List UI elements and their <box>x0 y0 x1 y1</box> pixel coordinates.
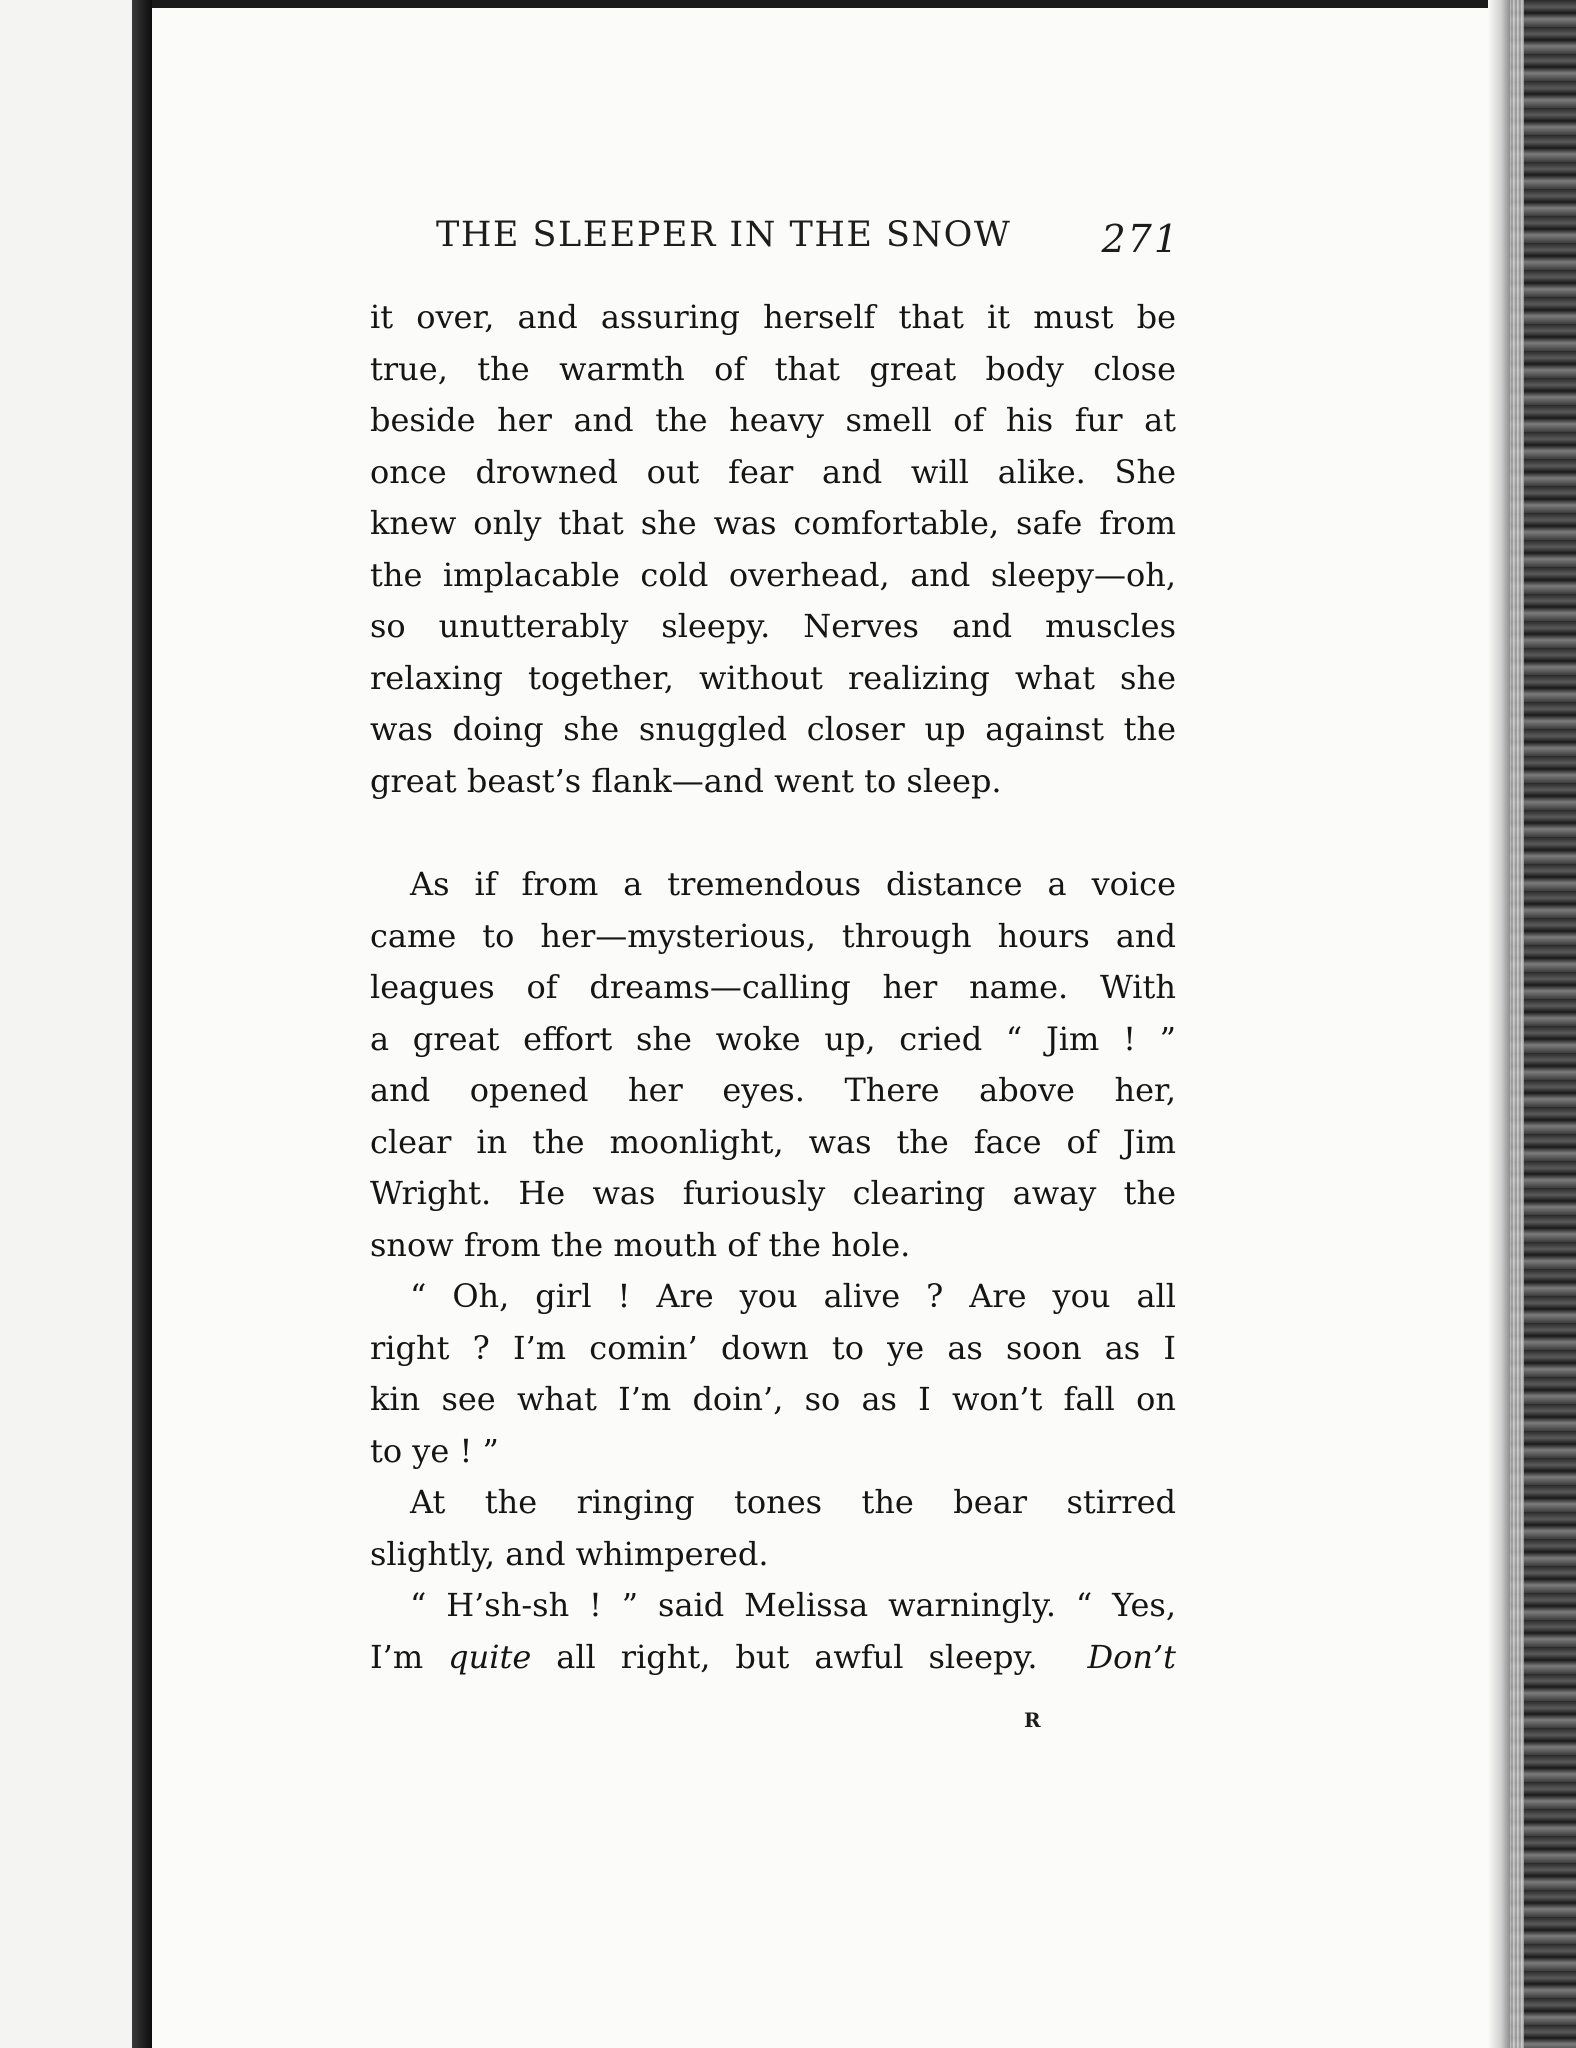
text-line: a great effort she woke up, cried “ Jim ! ” <box>370 1019 1176 1058</box>
page-edge-shadow <box>1488 0 1510 2048</box>
text-line: to ye ! ” <box>370 1431 499 1470</box>
text-run: all right, but awful sleepy. <box>531 1637 1088 1676</box>
signature-mark: R <box>1024 1708 1041 1732</box>
facing-page-edge <box>0 0 132 2048</box>
running-head <box>436 215 1180 271</box>
body-text <box>370 292 1176 1683</box>
text-line: leagues of dreams—calling her name. With <box>370 968 1176 1006</box>
text-line: Wright. He was furiously clearing away the <box>370 1174 1176 1212</box>
text-line: kin see what I’m doin’, so as I won’t fall on <box>370 1380 1176 1418</box>
text-line: the implacable cold overhead, and sleepy—oh, <box>370 555 1176 594</box>
text-line: slightly, and whimpered. <box>370 1534 769 1573</box>
text-line: “ Oh, girl ! Are you alive ? Are you all <box>410 1277 1176 1315</box>
text-line: was doing she snuggled closer up against the <box>370 710 1176 748</box>
text-line: so unutterably sleepy. Nerves and muscles <box>370 607 1176 645</box>
text-line: and opened her eyes. There above her, <box>370 1071 1176 1109</box>
text-line: right ? I’m comin’ down to ye as soon as I <box>370 1328 1176 1367</box>
text-line: it over, and assuring herself that it must be <box>370 298 1176 336</box>
paragraph-gap <box>370 807 1176 859</box>
text-line: true, the warmth of that great body close <box>370 349 1176 388</box>
text-run: I’m <box>370 1637 449 1676</box>
text-line: came to her—mysterious, through hours and <box>370 916 1176 955</box>
background-texture <box>1510 0 1576 2048</box>
text-line: “ H’sh-sh ! ” said Melissa warningly. “ Yes, <box>410 1586 1176 1624</box>
page-number: 271 <box>1101 217 1180 261</box>
text-line: beside her and the heavy smell of his fur at <box>370 401 1176 439</box>
text-line: knew only that she was comfortable, safe from <box>370 504 1176 542</box>
paragraph <box>370 1271 1176 1477</box>
text-line <box>370 1632 1176 1684</box>
paragraph <box>370 859 1176 1271</box>
running-title: THE SLEEPER IN THE SNOW <box>436 215 1012 255</box>
text-line: As if from a tremendous distance a voice <box>410 865 1176 903</box>
binding-shadow <box>132 0 152 2048</box>
text-line: snow from the mouth of the hole. <box>370 1225 911 1264</box>
italic-run: Don’t <box>1087 1637 1177 1676</box>
paragraph <box>370 292 1176 807</box>
text-line: great beast’s flank—and went to sleep. <box>370 761 1002 800</box>
text-line: clear in the moonlight, was the face of Jim <box>370 1122 1176 1161</box>
paragraph <box>370 1477 1176 1580</box>
text-line: relaxing together, without realizing what she <box>370 658 1176 697</box>
text-line: once drowned out fear and will alike. She <box>370 452 1176 491</box>
text-line: At the ringing tones the bear stirred <box>410 1483 1176 1521</box>
paragraph <box>370 1580 1176 1683</box>
italic-run: quite <box>448 1637 532 1676</box>
